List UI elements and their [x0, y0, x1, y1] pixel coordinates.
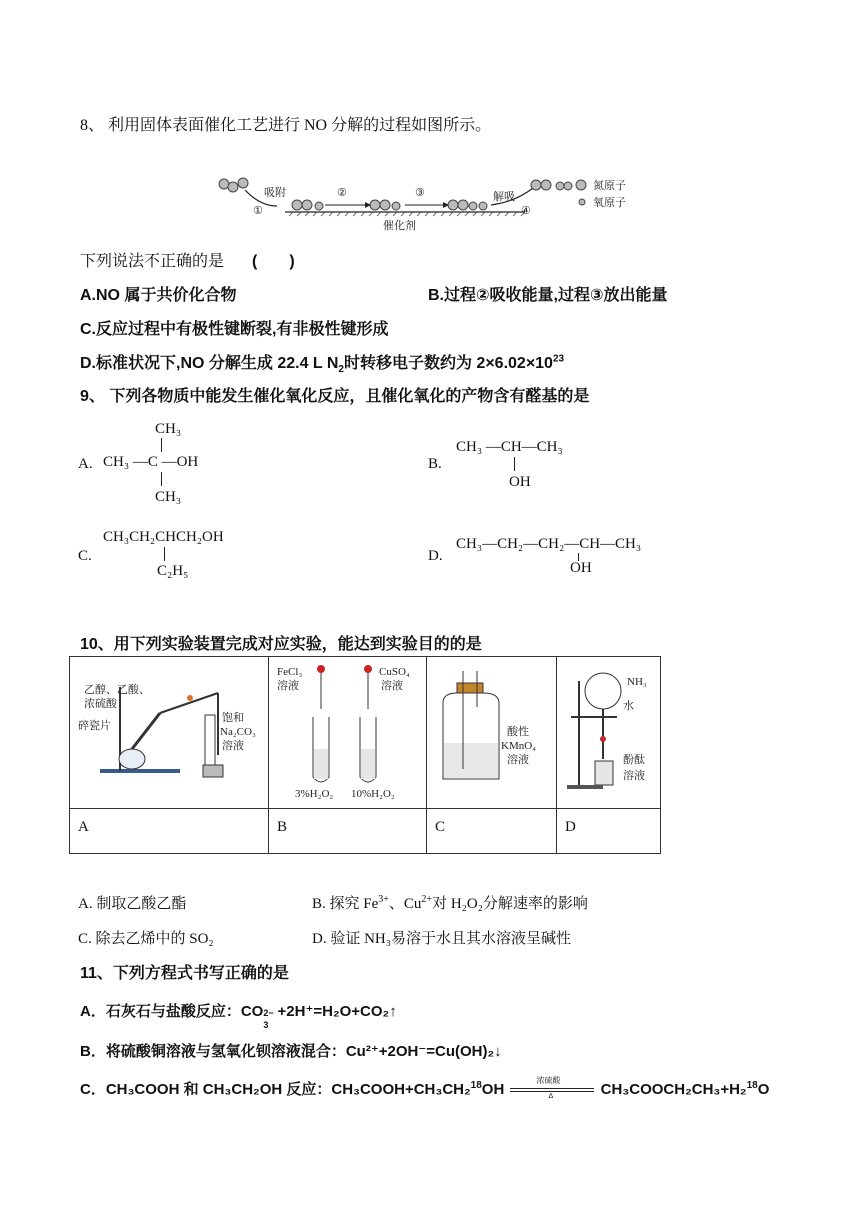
q9-c-bond [164, 547, 165, 561]
q9-a-bond-down [161, 472, 162, 486]
q8-prompt-text: 下列说法不正确的是 [80, 253, 225, 270]
q9-a-bot: CH₃ [155, 489, 182, 505]
q9-a-mid: CH₃ —C —OH [103, 454, 199, 470]
q11-a-pre: A．石灰石与盐酸反应：CO [80, 1003, 264, 1020]
q10-stem: 10、用下列实验装置完成对应实验，能达到实验目的的是 [80, 636, 482, 653]
app-d-solution: 溶液 [623, 770, 645, 782]
q8-d-sub: 2 [338, 364, 344, 376]
app-a-na2co3: Na₂CO₃ [220, 726, 256, 738]
q10-option-a: A. 制取乙酸乙酯 [78, 896, 187, 912]
apparatus-b [269, 657, 427, 809]
apparatus-c [427, 657, 557, 809]
q8-option-a: A.NO 属于共价化合物 [80, 287, 237, 304]
q8-option-b: B.过程②吸收能量,过程③放出能量 [428, 287, 668, 304]
q8-prompt [80, 248, 295, 271]
q11-option-b: B．将硫酸铜溶液与氢氧化钡溶液混合：Cu²⁺+2OH⁻=Cu(OH)₂↓ [80, 1043, 502, 1060]
desorb-label: 解吸 [493, 191, 515, 203]
q11-c-pre: C．CH₃COOH 和 CH₃CH₂OH 反应：CH₃COOH+CH₃CH₂ [80, 1081, 471, 1098]
app-a-solution: 溶液 [222, 740, 244, 752]
q8-catalysis-diagram [215, 172, 665, 232]
q10-b-post: 对 H₂O₂分解速率的影响 [432, 896, 588, 912]
step1-label: ① [253, 205, 263, 217]
q10-b-mid: 、Cu [388, 896, 422, 912]
step3-label: ③ [415, 187, 425, 199]
q11-a-sub: 3 [263, 1020, 269, 1030]
q11-c-arrow-bottom [510, 1091, 594, 1092]
q11-c-sup1: 18 [470, 1080, 482, 1091]
app-d-water: 水 [623, 700, 634, 712]
q11-a-sup: 2− [263, 1008, 274, 1018]
q11-c-post: CH₃COOCH₂CH₃+H₂ [600, 1081, 747, 1098]
app-a-acid: 浓硫酸 [84, 698, 117, 710]
app-d-nh3: NH₃ [627, 676, 647, 688]
q8-d-pre: D.标准状况下,NO 分解生成 22.4 L N [80, 355, 339, 372]
q11-c-cond2: Δ [548, 1093, 554, 1101]
app-b-3pct: 3%H₂O₂ [295, 788, 334, 800]
apparatus-label-c: C [427, 809, 557, 854]
step4-label: ④ [521, 205, 531, 217]
q9-a-label: A. [78, 456, 93, 472]
q11-c-arrow-top [510, 1088, 594, 1089]
q10-option-b [312, 892, 588, 913]
q8-d-mid: 时转移电子数约为 2×6.02×10 [343, 355, 553, 372]
app-c-solution: 溶液 [507, 754, 529, 766]
q10-option-d: D. 验证 NH₃易溶于水且其水溶液呈碱性 [312, 931, 571, 947]
q9-d-bot: OH [570, 560, 592, 576]
q9-a-bond-up [161, 438, 162, 452]
q11-c-arrow [508, 1076, 596, 1101]
q9-d-top: CH₃—CH₂—CH₂—CH—CH₃ [456, 536, 642, 552]
legend-oxygen: 氧原子 [593, 197, 626, 209]
q9-d-label: D. [428, 548, 443, 564]
q8-blank: ( ) [252, 253, 295, 270]
legend-nitrogen: 氮原子 [593, 180, 626, 192]
app-b-cuso4: CuSO₄ [379, 666, 410, 678]
q10-apparatus-table [69, 656, 661, 854]
apparatus-d-drawing [557, 657, 660, 803]
q8-option-c: C.反应过程中有极性键断裂,有非极性键形成 [80, 321, 389, 338]
q10-b-sup1: 3+ [378, 894, 389, 905]
apparatus-a-drawing [70, 657, 268, 803]
apparatus-label-d: D [557, 809, 661, 854]
q11-option-a [80, 1000, 397, 1030]
catalyst-label: 催化剂 [383, 220, 416, 232]
q8-option-d [80, 350, 564, 375]
apparatus-label-b: B [269, 809, 427, 854]
app-a-reagents: 乙醇、乙酸、 [84, 684, 150, 696]
q9-b-label: B. [428, 456, 442, 472]
app-b-10pct: 10%H₂O₂ [351, 788, 395, 800]
q11-a-post: +2H⁺=H₂O+CO₂↑ [273, 1003, 397, 1020]
q9-c-top: CH₃CH₂CHCH₂OH [103, 529, 224, 545]
adsorb-label: 吸附 [264, 187, 286, 199]
q9-c-label: C. [78, 548, 92, 564]
q10-option-c: C. 除去乙烯中的 SO₂ [78, 931, 214, 947]
q9-stem: 9、 下列各物质中能发生催化氧化反应，且催化氧化的产物含有醛基的是 [80, 388, 590, 405]
app-b-fecl3: FeCl₃ [277, 666, 303, 678]
q8-d-sup: 23 [552, 353, 565, 365]
q9-b-bot: OH [509, 474, 531, 490]
q10-b-sup2: 2+ [421, 894, 433, 905]
app-b-cuso4-sol: 溶液 [381, 680, 403, 692]
apparatus-b-drawing [269, 657, 426, 803]
app-a-sat: 饱和 [222, 712, 244, 724]
app-c-kmno4: KMnO₄ [501, 740, 537, 752]
apparatus-d [557, 657, 661, 809]
apparatus-c-drawing [427, 657, 556, 803]
q9-c-bot: C₂H₅ [157, 563, 189, 579]
app-b-fecl3-sol: 溶液 [277, 680, 299, 692]
q9-a-top: CH₃ [155, 421, 182, 437]
apparatus-a [70, 657, 269, 809]
q11-c-mid: OH [481, 1081, 505, 1098]
q10-b-pre: B. 探究 Fe [312, 896, 379, 912]
app-a-chips: 碎瓷片 [78, 720, 111, 732]
step2-label: ② [337, 187, 347, 199]
q11-c-sup2: 18 [746, 1080, 758, 1091]
q11-c-end: O [757, 1081, 770, 1098]
q9-b-top: CH₃ —CH—CH₃ [456, 439, 563, 455]
app-d-phenolphthalein: 酚酞 [623, 754, 645, 766]
q11-stem: 11、下列方程式书写正确的是 [80, 965, 289, 982]
apparatus-label-a: A [70, 809, 269, 854]
q11-option-c [80, 1078, 769, 1099]
q9-b-bond [514, 457, 515, 471]
q11-c-cond1: 浓硫酸 [536, 1076, 561, 1086]
q8-stem: 8、 利用固体表面催化工艺进行 NO 分解的过程如图所示。 [80, 117, 492, 134]
app-c-acidic: 酸性 [507, 726, 529, 738]
